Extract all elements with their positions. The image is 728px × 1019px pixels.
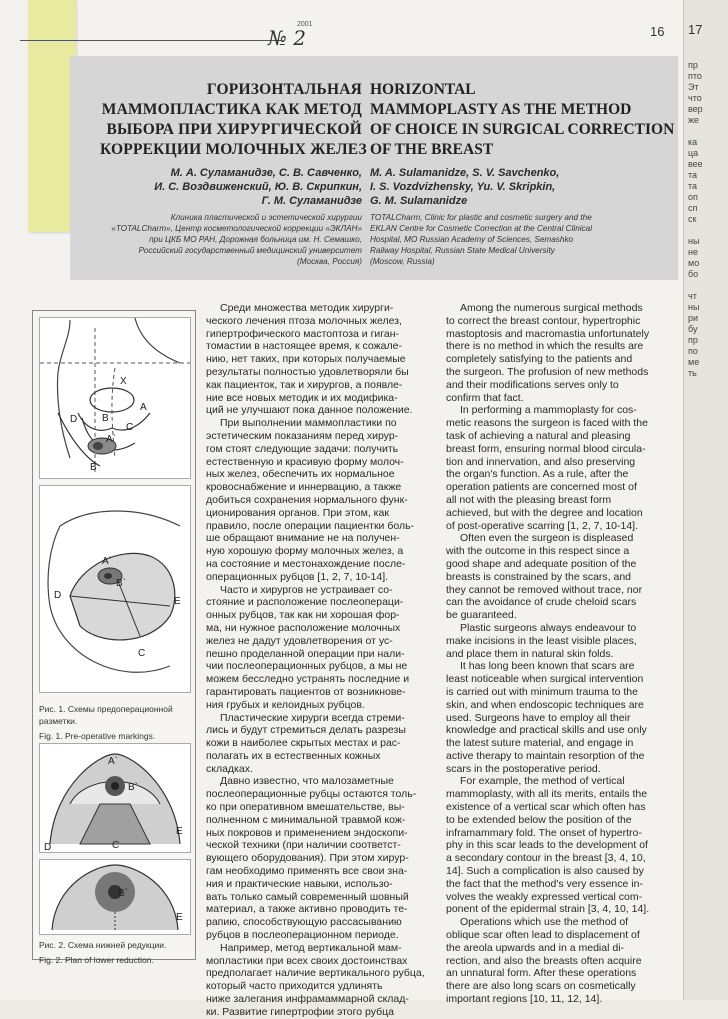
text-line: there is no method in which the results are: [446, 340, 644, 353]
text-line: breast form, ensuring normal blood circula-: [446, 442, 646, 455]
text-line: гам необходимо применять все свои зна-: [206, 865, 408, 878]
label-d: D: [44, 842, 52, 853]
label-e: E: [174, 596, 181, 607]
body-text-russian: [206, 302, 438, 1019]
text-line: volves the weakly expressed vertical com-: [446, 890, 643, 903]
text-line: can the avoidance of crude cheloid scars: [446, 596, 637, 609]
text-line: In performing a mammoplasty for cos-: [460, 404, 637, 417]
text-line: the fact that the method's very essence in-: [446, 877, 643, 890]
text-line: ций не улучшают пока данное положение.: [206, 404, 413, 417]
text-line: and place them in natural skin folds.: [446, 647, 614, 660]
figure-panel: [32, 310, 196, 965]
text-line: кожи в наиболее скрытых местах и рас-: [206, 737, 401, 750]
text-line: складках.: [206, 762, 253, 775]
text-line: предполагает наличие вертикального рубца,: [206, 967, 425, 980]
label-x: X: [120, 376, 127, 387]
label-a-prime: A`: [106, 434, 116, 445]
text-line: confirm that fact.: [446, 391, 524, 404]
text-line: ную хорошую форму молочных желез, а: [206, 545, 404, 558]
text-line: of post-operative scarring [1, 2, 7, 10-14].: [446, 519, 639, 532]
figure-2-caption: Рис. 2. Схема нижней редукции. Fig. 2. Plan of lower reduction.: [39, 940, 167, 965]
next-page-fragment: бо: [688, 269, 699, 279]
text-line: томастии в настоящее время, к сожале-: [206, 340, 402, 353]
text-line: который часто приходится удлинять: [206, 980, 383, 993]
text-line: is carried out with minimum trauma to the: [446, 685, 638, 698]
text-line: all not with the pleasing breast form: [446, 493, 612, 506]
next-page-fragment: ме: [688, 357, 700, 367]
text-line: oblique scar often lead to displacement of: [446, 929, 640, 942]
next-page-fragment: ны: [688, 236, 700, 246]
text-line: правило, после операции пациентки боль-: [206, 519, 415, 532]
label-a-prime: A`: [102, 556, 112, 567]
text-line: онных рубцов, так как ни хорошая фор-: [206, 609, 400, 622]
next-page-fragment: пто: [688, 71, 702, 81]
text-line: knowledge and practical skills and use only: [446, 724, 647, 737]
text-line: to be extended below the position of the: [446, 813, 632, 826]
text-line: tion and innervation, and also preserving: [446, 455, 636, 468]
text-line: Например, метод вертикальной мам-: [220, 941, 402, 954]
next-page-fragment: что: [688, 93, 702, 103]
text-line: вующего оборудования). При этом хирур-: [206, 852, 409, 865]
text-line: ше обращают внимание не на получен-: [206, 532, 400, 545]
next-page-fragment: вер: [688, 104, 703, 114]
figure-2b-lower-reduction: [39, 859, 191, 935]
text-line: ния и практические навыки, использо-: [206, 877, 393, 890]
text-line: metic reasons the surgeon is faced with the: [446, 417, 648, 430]
label-b-prime: B`: [116, 578, 126, 589]
next-page-number: 17: [688, 22, 703, 37]
text-line: на состояние и местонахождение после-: [206, 557, 406, 570]
label-d: D: [70, 414, 78, 425]
text-line: Among the numerous surgical methods: [460, 302, 643, 314]
issue-number: № 2: [268, 26, 307, 50]
text-line: нию, нет таких, при которых получаемые: [206, 353, 406, 366]
next-page-fragment: бу: [688, 324, 698, 334]
text-line: operation patients are concerned most of: [446, 481, 637, 494]
text-line: пешно проделанной операции при нали-: [206, 647, 405, 660]
figure-1a-torso-markings: [39, 317, 191, 479]
text-line: achieved, but with the degree and location: [446, 506, 643, 519]
issue-year: 2001: [297, 21, 313, 28]
text-line: Среди множества методик хирурги-: [220, 302, 394, 314]
sticky-note: [28, 0, 76, 232]
text-line: completely satisfying to the patients and: [446, 353, 633, 366]
text-line: ческой техники (при наличии соответст-: [206, 839, 401, 852]
label-d: D: [54, 590, 62, 601]
label-b-bottom: B: [90, 462, 97, 473]
label-a-prime: A`: [108, 756, 118, 767]
next-page-fragment: чт: [688, 291, 697, 301]
text-line: an unnatural form. After these operations: [446, 967, 637, 980]
text-line: гипертрофического мастоптоза и гиган-: [206, 327, 400, 340]
text-line: ки. Развитие гипертрофии этого рубца: [206, 1005, 394, 1018]
text-line: the surgeon. The profusion of new methods: [446, 365, 649, 378]
next-page-fragment: та: [688, 170, 698, 180]
figure-1-caption: Рис. 1. Схемы предоперационной разметки. Fig. 1. Pre-operative markings.: [39, 704, 173, 741]
label-a: A: [140, 402, 147, 413]
text-line: they cannot be removed without trace, nor: [446, 583, 643, 596]
text-line: результаты полностью удовлетворяли бы: [206, 365, 409, 378]
text-line: можем бесследно устранять последние и: [206, 673, 410, 686]
next-page-fragment: же: [688, 115, 700, 125]
page-number: 16: [650, 24, 665, 39]
title-russian: ГОРИЗОНТАЛЬНАЯ МАММОПЛАСТИКА КАК МЕТОД ВЫБОРА ПРИ ХИРУРГИЧЕСКОЙ КОРРЕКЦИИ МОЛОЧНЫХ ЖЕЛЕЗ: [100, 81, 367, 158]
next-page-edge: [683, 0, 728, 1000]
text-line: как пациенток, так и хирургов, а появле-: [206, 378, 403, 391]
text-line: good shape and adequate position of the: [446, 557, 637, 570]
next-page-fragment: ри: [688, 313, 699, 323]
authors-english: M. A. Sulamanidze, S. V. Savchenko, I. S. Vozdvizhensky, Yu. V. Skripkin, G. M. Sulamanidze: [370, 167, 560, 207]
text-line: the latest suture material, and engage in: [446, 737, 634, 750]
text-line: гом стоят следующие задачи: получить: [206, 442, 399, 455]
text-line: чии послеоперационных рубцов, а мы не: [206, 660, 408, 673]
text-line: breasts is constrained by the scars, and: [446, 570, 632, 583]
text-line: ных желез, обеспечить их нормальное: [206, 468, 395, 481]
text-line: ко при оперативном вмешательстве, вы-: [206, 801, 405, 814]
figure-2a-lower-reduction: [39, 743, 191, 853]
label-b: B: [102, 413, 109, 424]
text-line: used. Surgeons have to employ all their: [446, 711, 631, 724]
text-line: active therapy to maintain resorption of the: [446, 749, 645, 762]
text-line: Often even the surgeon is displeased: [460, 532, 634, 545]
next-page-fragment: ск: [688, 214, 697, 224]
label-c: C: [112, 840, 120, 851]
text-line: task of achieving a natural and pleasing: [446, 429, 631, 442]
text-line: ния грубых и келоидных рубцов.: [206, 698, 365, 711]
label-c: C: [126, 422, 134, 433]
label-e: E: [176, 912, 183, 923]
text-line: естественную и красивую форму молоч-: [206, 455, 404, 468]
text-line: При выполнении маммопластики по: [220, 417, 397, 430]
next-page-fragment: не: [688, 247, 698, 257]
text-line: стояние и расположение послеопераци-: [206, 596, 404, 609]
text-line: a secondary contour in the breast [3, 4, 10,: [446, 852, 646, 865]
text-line: make incisions in the least visible places,: [446, 634, 637, 647]
text-line: вать только самый современный шовный: [206, 890, 409, 903]
text-line: For example, the method of vertical: [460, 775, 625, 788]
text-line: and their modifications serves only to: [446, 378, 619, 391]
next-page-fragment: ны: [688, 302, 700, 312]
text-line: Часто и хирургов не устраивает со-: [220, 583, 393, 596]
text-line: inframammary fold. The onset of hypertro-: [446, 826, 642, 839]
text-line: mastoptosis and macromastia unfortunately: [446, 327, 650, 340]
text-line: rection, and also the breasts often acquire: [446, 954, 642, 967]
next-page-fragment: ца: [688, 148, 699, 158]
text-line: important regions [10, 11, 12, 14].: [446, 993, 603, 1006]
text-line: лись и будут стремиться делать разрезы: [206, 724, 406, 737]
text-line: Plastic surgeons always endeavour to: [460, 621, 637, 634]
text-line: эстетическим показаниям перед хирур-: [206, 429, 399, 442]
text-line: ма, ни нужное расположение молочных: [206, 621, 401, 634]
next-page-fragment: оп: [688, 192, 698, 202]
next-page-fragment: Эт: [688, 82, 699, 92]
affiliation-english: TOTALCharm, Clinic for plastic and cosmetic surgery and the EKLAN Centre for Cosmetic Correction at the Central Clinical Hospital, MO Russian Academy of Sciences, Semashko Railway Hospital, Russian State Medical University (Moscow, Russia): [370, 213, 593, 266]
text-line: It has long been known that scars are: [460, 660, 635, 673]
text-line: with the outcome in this respect since a: [446, 545, 630, 558]
next-page-fragment: ть: [688, 368, 697, 378]
text-line: ние все новых методик и их модифика-: [206, 391, 398, 404]
text-line: ponent of the epidermal strain [3, 4, 10, 14].: [446, 903, 650, 916]
affiliation-russian: Клиника пластической и эстетической хирургии «TOTALCharm», Центр косметологической коррекции «ЭКЛАН» при ЦКБ МО РАН, Дорожная больница им. Н. Семашко, Российский государственный медицинский университет (Москва, Россия): [111, 213, 362, 266]
text-line: полненном с минимальной травмой кож-: [206, 813, 406, 826]
figure-1b-breast-markings: [39, 485, 191, 693]
text-line: желез не дадут удовлетворения от ус-: [206, 634, 393, 647]
authors-russian: М. А. Суламанидзе, С. В. Савченко, И. С. Воздвиженский, Ю. В. Скрипкин, Г. М. Суламанидзе: [154, 167, 362, 207]
text-line: to correct the breast contour, hypertrophic: [446, 314, 641, 327]
next-page-fragment: ка: [688, 137, 698, 147]
title-english: HORIZONTAL MAMMOPLASTY AS THE METHOD OF CHOICE IN SURGICAL CORRECTION OF THE BREAST: [370, 81, 675, 158]
label-c: C: [138, 648, 146, 659]
text-line: mammoplasty, with all its merits, entails the: [446, 788, 648, 801]
label-b-prime: B`: [118, 888, 128, 899]
next-page-fragment: по: [688, 346, 698, 356]
text-line: ционирования органов. При этом, как: [206, 506, 389, 519]
text-line: кровоснабжение и иннервацию, а также: [206, 481, 402, 494]
text-line: least noticeable when surgical intervention: [446, 673, 644, 686]
text-line: полагать их в естественных кожных: [206, 749, 381, 762]
text-line: skin, and when endoscopic techniques are: [446, 698, 644, 711]
next-page-fragment: мо: [688, 258, 700, 268]
text-line: phy in this scar leads to the development of: [446, 839, 648, 852]
next-page-fragment: сп: [688, 203, 698, 213]
text-line: материал, а также активно проводить те-: [206, 903, 408, 916]
text-line: the areola upwards and in a medial di-: [446, 941, 625, 954]
label-b-prime: B`: [128, 782, 138, 793]
text-line: ниже залегания инфрамаммарной склад-: [206, 993, 409, 1006]
text-line: there are also long scars on cosmetically: [446, 980, 636, 993]
header-rule: [20, 40, 282, 41]
text-line: операционных рубцов [1, 2, 7, 10-14].: [206, 570, 389, 583]
text-line: scars in the postoperative period.: [446, 762, 601, 775]
text-line: послеоперационные рубцы остаются толь-: [206, 788, 417, 801]
next-page-fragment: та: [688, 181, 698, 191]
body-text-english: [446, 302, 678, 1006]
text-line: рубцов в послеоперационном периоде.: [206, 929, 399, 942]
text-line: добиться сохранения нормального функ-: [206, 493, 408, 506]
label-e: E: [176, 826, 183, 837]
next-page-fragment: пр: [688, 60, 698, 70]
text-line: 14]. Such a complication is also caused by: [446, 865, 644, 878]
text-line: ных покровов и применением эндоскопи-: [206, 826, 408, 839]
text-line: гарантировать пациентов от возникнове-: [206, 685, 406, 698]
next-page-fragment: пр: [688, 335, 698, 345]
text-line: ческого лечения птоза молочных желез,: [206, 314, 402, 327]
text-line: the organ's function. As a rule, after the: [446, 468, 629, 481]
text-line: Пластические хирурги всегда стреми-: [220, 711, 405, 724]
text-line: Давно известно, что малозаметные: [220, 775, 394, 788]
next-page-fragment: вее: [688, 159, 703, 169]
text-line: be guaranteed.: [446, 609, 517, 622]
text-line: Operations which use the method of: [460, 916, 629, 929]
text-line: existence of a vertical scar which often has: [446, 801, 646, 814]
text-line: мопластики при всех своих достоинствах: [206, 954, 408, 967]
text-line: рапию, способствующую рассасыванию: [206, 916, 402, 929]
